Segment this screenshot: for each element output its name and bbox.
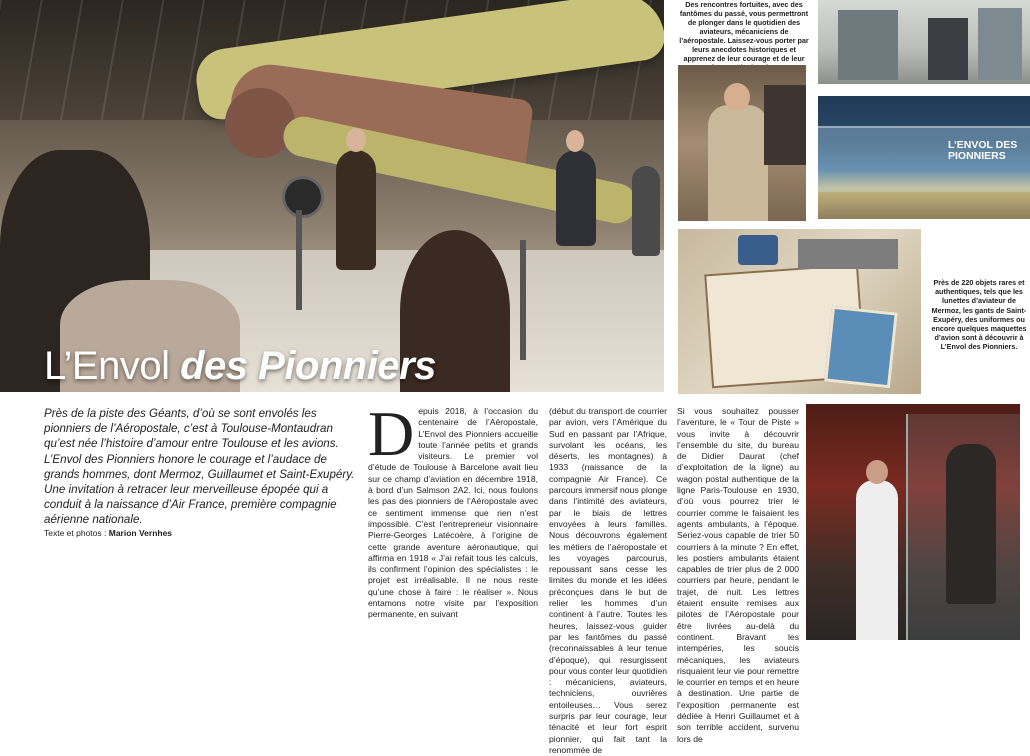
- visitor-figure: [556, 150, 596, 246]
- caption-objects-text: Près de 220 objets rares et authentiques, tels que les lunettes d’aviateur de Mermoz, les gants de Saint-Exupéry, des uniformes ou encore quelques maquettes d’avion sont à découvrir à L’Envol des Pionniers.: [931, 278, 1027, 352]
- body-column-2: (début du transport de courrier par avion, vers l’Amérique du Sud en passant par l’Afrique, survolant les océans, les déserts, les montagnes) à 1933 (naissance de la compagnie Air France). Ce parcours immersif nous plonge dans l’intimité des aviateurs, par le biais de lettres envoyées à leurs familles. Nous découvrons également les métiers de l’aéropostale et les voyages parcourus, repoussant sans cesse les limites du monde et les idées préconçues dans le but de relier les hommes d’un continent à l’autre. Toutes les heures, laissez-vous guider par les fantômes du passé (reconnaissables à leur tenue d’époque), qui resurgissent pour vous conter leur quotidien : mécaniciens, aviateurs, techniciens, ouvrières entoileuses… Vous serez surpris par leur courage, leur ténacité et leur fort esprit pionnier, qui fait tant la renommée de: [549, 406, 668, 755]
- mechanic-actor-photo: [678, 65, 806, 221]
- hero-photo: [0, 0, 664, 392]
- intro-paragraph: Près de la piste des Géants, d’où se sont envolés les pionniers de l’Aéropostale, c’est à Toulouse-Montaudran qu’est née l’histoire d’amour entre Toulouse et les avions. L’Envol des Pionniers honore le courage et l’audace de grands hommes, dont Mermoz, Guillaumet et Saint-Exupéry. Une invitation à retracer leur merveilleuse épopée qui a conduit à la naissance d’Air France, première compagnie aérienne nationale.: [44, 407, 355, 527]
- display-panel: [978, 8, 1022, 80]
- artifacts-photo: [678, 229, 921, 394]
- caption-ghosts-text: Des rencontres fortuites, avec des fantômes du passé, vous permettront de plonger dans le quotidien des aviateurs, mécaniciens de l’aéropostale. Laissez-vous porter par leurs anecdotes historiques et apprenez de leur courage et de leur: [679, 0, 809, 63]
- mechanic-head: [724, 83, 750, 111]
- showcase-photo: [806, 404, 1020, 640]
- mechanic-overalls: [708, 105, 768, 221]
- facade-sign: L’ENVOL DES PIONNIERS: [948, 139, 1018, 162]
- pilot-uniform: [946, 444, 996, 604]
- visitor-head: [566, 130, 584, 152]
- toy-vehicle: [738, 235, 778, 265]
- credit-line: Texte et photos : Marion Vernhes: [44, 528, 173, 538]
- visitor-figure: [928, 18, 968, 80]
- poster-card: [824, 306, 898, 388]
- building-facade-photo: [818, 96, 1030, 219]
- biplane-wheel: [282, 176, 324, 218]
- visitor-figure: [856, 480, 898, 640]
- barrier-post: [296, 210, 302, 310]
- barrier-post: [520, 240, 526, 360]
- child-figure: [632, 166, 660, 256]
- body-column-1: Depuis 2018, à l’occasion du centenaire de l’Aéropostale, L’Envol des Pionniers accueille toute l’année petits et grands visiteurs. Le premier vol d’étude de Toulouse à Barcelone avait lieu sur ce champ d’aviation en décembre 1918, à bord d’un Salmson 2A2. Ici, nous foulons les pas des pionniers de l’Aéropostale avec ce sentiment immense que rien n’est impossible. C’est l’entrepreneur visionnaire Pierre-Georges Latécoère, à l’origine de cette grande aventure aéronautique, qui affirma en 1918 « J’ai refait tous les calculs, ils confirment l’opinion des spécialistes : le projet est irréalisable. Il ne nous reste qu’une chose à faire : le réaliser ». Nous entamons notre visite par l’exposition permanente, en suivant: [368, 398, 538, 620]
- biplane-engine: [225, 88, 295, 158]
- drop-cap: D: [368, 398, 415, 469]
- museum-interior-photo: [818, 0, 1030, 84]
- caption-ghosts: [678, 0, 810, 62]
- caption-objects: [930, 278, 1028, 352]
- credit-author: Marion Vernhes: [108, 528, 173, 538]
- article-title: L’Envol des Pionniers: [44, 344, 436, 388]
- actor-figure: [336, 150, 376, 270]
- engine-display: [764, 85, 806, 165]
- body-column-3: Si vous souhaitez pousser l’aventure, le « Tour de Piste » vous invite à découvrir l’ensemble du site, du bureau de Didier Daurat (chef d’exploitation de la ligne) au wagon postal authentique de la ligne Paris-Toulouse en 1930, d’où vous pourrez trier le courrier comme le faisaient les agents ambulants, à l’époque. Seriez-vous capable de trier 50 courriers à la minute ? En effet, les postiers ambulants étaient capables de trier plus de 2 000 courriers par heure, pendant le trajet, de nuit. Les lettres étaient ensuite remises aux pilotes de l’Aéropostale pour être livrées au-delà du continent. Bravant les intempéries, les soucis mécaniques, les aviateurs risquaient leur vie pour remettre le courrier en temps et en heure à destination. Une partie de l’exposition permanente est dédiée à Henri Guillaumet et à son terrible accident, survenu lors de: [677, 406, 799, 744]
- model-planes: [798, 239, 898, 269]
- display-panel: [838, 10, 898, 80]
- visitor-head: [866, 460, 888, 484]
- actor-head: [346, 128, 366, 152]
